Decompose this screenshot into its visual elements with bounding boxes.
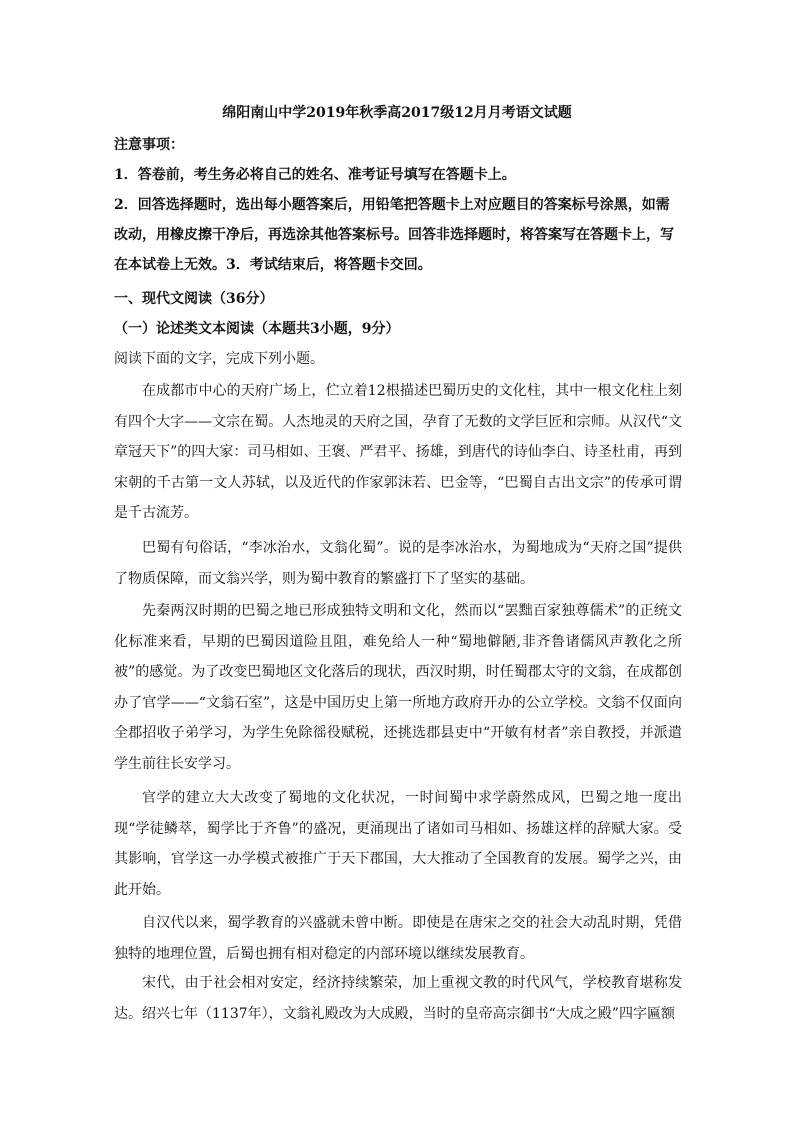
section-heading-modern-reading: 一、现代文阅读（36分） [114,291,274,307]
passage-paragraph: 巴蜀有句俗话，“李冰治水，文翁化蜀”。说的是李冰治水，为蜀地成为“天府之国”提供了物质保障，而文翁兴学，则为蜀中教育的繁盛打下了坚实的基础。 [114,540,682,587]
passage-paragraph: 宋代，由于社会相对安定，经济持续繁荣，加上重视文教的时代风气，学校教育堪称发达。绍兴七年（1137年），文翁礼殿改为大成殿，当时的皇帝高宗御书“大成之殿”四字匾额 [114,975,682,1022]
reading-instruction: 阅读下面的文字，完成下列小题。 [114,351,324,367]
passage-paragraph: 自汉代以来，蜀学教育的兴盛就未曾中断。即使是在唐宋之交的社会大动乱时期，凭借独特的地理位置，后蜀也拥有相对稳定的内部环境以继续发展教育。 [114,915,682,962]
notes-heading: 注意事项： [114,137,184,153]
note-2: 2．回答选择题时，选出每小题答案后，用铅笔把答题卡上对应题目的答案标号涂黑，如需改动，用橡皮擦干净后，再选涂其他答案标号。回答非选择题时，将答案写在答题卡上，写在本试卷上无效。3．考试结束后，将答题卡交回。 [114,197,674,273]
passage-paragraph: 官学的建立大大改变了蜀地的文化状况，一时间蜀中求学蔚然成风，巴蜀之地一度出现“学徒鳞萃，蜀学比于齐鲁”的盛况，更涌现出了诸如司马相如、扬雄这样的辞赋大家。受其影响，官学这一办学模式被推广于天下郡国，大大推动了全国教育的发展。蜀学之兴，由此开始。 [114,790,682,898]
note-1: 1．答卷前，考生务必将自己的姓名、准考证号填写在答题卡上。 [114,167,516,183]
exam-title: 绵阳南山中学2019年秋季高2017级12月月考语文试题 [222,105,572,121]
passage-paragraph: 在成都市中心的天府广场上，伫立着12根描述巴蜀历史的文化柱，其中一根文化柱上刻有四个大字——文宗在蜀。人杰地灵的天府之国，孕育了无数的文学巨匠和宗师。从汉代“文章冠天下”的四大家：司马相如、王褒、严君平、扬雄，到唐代的诗仙李白、诗圣杜甫，再到宋朝的千古第一文人苏轼，以及近代的作家郭沫若、巴金等，“巴蜀自古出文宗”的传承可谓是千古流芳。 [114,383,682,521]
subsection-heading-argumentative: （一）论述类文本阅读（本题共3小题，9分） [114,321,400,337]
passage-paragraph: 先秦两汉时期的巴蜀之地已形成独特文明和文化，然而以“罢黜百家独尊儒术”的正统文化标准来看，早期的巴蜀因道险且阻，难免给人一种“蜀地僻陋,非齐鲁诸儒风声教化之所被”的感觉。为了改变巴蜀地区文化落后的现状，西汉时期，时任蜀郡太守的文翁，在成都创办了官学——“文翁石室”，这是中国历史上第一所地方政府开办的公立学校。文翁不仅面向全郡招收子弟学习，为学生免除徭役赋税，还挑选郡县吏中“开敏有材者”亲自教授，并派遣学生前往长安学习。 [114,603,682,772]
